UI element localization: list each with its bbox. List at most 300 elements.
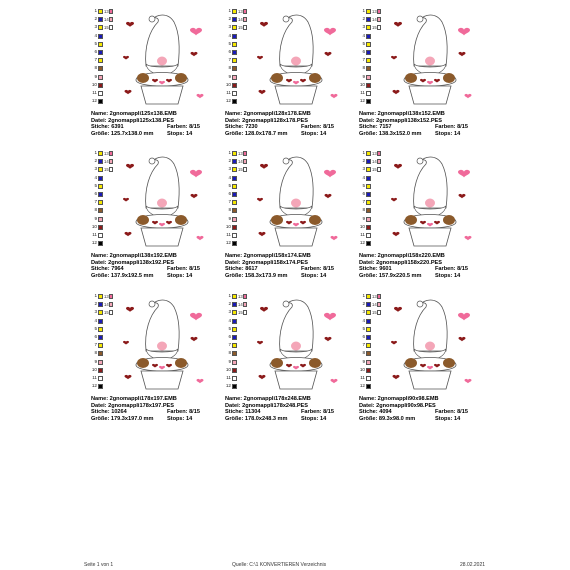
color-swatch-row (359, 375, 381, 382)
swatch-number: 5 (362, 325, 365, 331)
color-swatch-row (225, 16, 247, 23)
swatch-number: 3 (228, 24, 231, 30)
swatch-color-box (232, 294, 237, 299)
color-swatch-row (225, 191, 247, 198)
heart-icon (393, 232, 400, 236)
design-file: Datei: 2gnomappli178x197.PES (91, 402, 175, 409)
swatch-number: 13 (238, 294, 243, 299)
swatch-number: 12 (359, 240, 365, 246)
heart-icon (123, 198, 129, 202)
color-swatch-row (91, 350, 113, 357)
swatch-color-box (232, 159, 237, 164)
swatch-number: 4 (94, 317, 97, 323)
design-size: Größe: 157.9x220.5 mm (359, 272, 422, 279)
design-thumbnail (84, 8, 212, 108)
swatch-number: 7 (228, 57, 231, 63)
color-count: Farben: 8/15 (435, 409, 468, 416)
cupcake-wrapper (275, 371, 317, 389)
swatch-number: 15 (104, 310, 109, 316)
swatch-color-box (243, 151, 247, 156)
swatch-color-box (98, 58, 103, 63)
swatch-color-box (98, 376, 103, 381)
swatch-number: 6 (94, 191, 97, 196)
swatch-color-box (109, 17, 113, 22)
color-swatch-row (359, 224, 381, 231)
heart-icon (325, 337, 332, 341)
swatch-number: 4 (94, 174, 97, 180)
swatch-number: 12 (225, 240, 231, 246)
gnome-cupcake-illustration (248, 293, 346, 393)
swatch-number: 4 (228, 32, 231, 38)
color-swatch-row (91, 65, 113, 72)
swatch-number: 15 (104, 167, 109, 173)
swatch-color-box (232, 75, 237, 80)
swatch-number: 7 (228, 342, 231, 348)
cupcake-wrapper (275, 228, 317, 246)
color-swatch-row (359, 199, 381, 206)
swatch-color-box (98, 42, 103, 47)
swatch-color-box (366, 66, 371, 71)
hat-pom (149, 158, 155, 164)
color-swatch-row (225, 367, 247, 374)
hat-pom (417, 158, 423, 164)
heart-icon (459, 194, 466, 198)
design-name: Name: 2gnomappli178x248.EMB (225, 396, 311, 402)
swatch-color-box (243, 9, 247, 14)
swatch-number: 5 (228, 325, 231, 331)
gnome-hand (137, 215, 149, 225)
gnome-hand (405, 358, 417, 368)
swatch-color-box (98, 335, 103, 340)
swatch-number: 7 (362, 342, 365, 348)
color-swatch-row (225, 224, 247, 231)
gnome-nose (425, 57, 435, 66)
swatch-number: 8 (228, 207, 231, 213)
gnome-hand (443, 215, 455, 225)
color-swatch-row (91, 359, 113, 366)
heart-icon (325, 52, 332, 56)
swatch-color-box (98, 360, 103, 365)
heart-icon (190, 170, 202, 178)
design-thumbnail (84, 150, 212, 250)
color-swatch-row (225, 375, 247, 382)
swatch-color-box (232, 42, 237, 47)
swatch-number: 14 (238, 159, 243, 165)
gnome-cupcake-illustration (114, 8, 212, 108)
design-thumbnail (84, 293, 212, 393)
color-swatch-row (91, 199, 113, 206)
color-count: Farben: 8/15 (301, 124, 334, 131)
design-info (359, 396, 487, 422)
swatch-color-box (232, 225, 237, 230)
swatch-color-box (98, 351, 103, 356)
swatch-number: 2 (94, 301, 97, 307)
heart-icon (394, 164, 402, 169)
swatch-number: 13 (372, 9, 377, 14)
stitch-count: Stiche: 7964 (91, 266, 124, 273)
color-swatch-row (359, 24, 381, 31)
design-name: Name: 2gnomappli125x138.EMB (91, 111, 177, 117)
hat-pom (417, 16, 423, 22)
swatch-color-box (232, 167, 237, 172)
swatch-number: 9 (362, 73, 365, 79)
heart-icon (126, 22, 134, 27)
stitch-count: Stiche: 7230 (225, 124, 258, 131)
color-swatch-row (225, 183, 247, 190)
gnome-hand (271, 358, 283, 368)
swatch-color-box (366, 17, 371, 22)
swatch-color-box (98, 176, 103, 181)
design-thumbnail (218, 150, 346, 250)
color-swatch-row (91, 57, 113, 64)
color-swatch-list (91, 293, 113, 393)
hat-pom (283, 158, 289, 164)
design-file: Datei: 2gnomappli178x248.PES (225, 402, 309, 409)
swatch-color-box (98, 294, 103, 299)
color-swatch-row (91, 191, 113, 198)
stitch-count: Stiche: 7157 (359, 124, 392, 131)
design-size: Größe: 125.7x138.0 mm (91, 130, 154, 137)
swatch-color-box (232, 91, 237, 96)
swatch-color-box (98, 184, 103, 189)
swatch-color-box (232, 335, 237, 340)
heart-icon (324, 170, 336, 178)
swatch-number: 11 (92, 375, 97, 380)
swatch-number: 3 (94, 24, 97, 30)
swatch-number: 3 (362, 166, 365, 172)
gnome-hand (309, 215, 321, 225)
swatch-color-box (366, 42, 371, 47)
color-swatch-row (359, 318, 381, 325)
heart-icon (191, 337, 198, 341)
swatch-color-box (98, 159, 103, 164)
swatch-color-box (366, 225, 371, 230)
swatch-color-box (366, 34, 371, 39)
swatch-color-box (98, 83, 103, 88)
design-size: Größe: 179.3x197.0 mm (91, 415, 154, 422)
swatch-color-box (98, 91, 103, 96)
swatch-color-box (98, 208, 103, 213)
swatch-number: 13 (104, 151, 109, 156)
color-swatch-row (359, 49, 381, 56)
swatch-color-box (366, 176, 371, 181)
swatch-color-box (98, 151, 103, 156)
color-swatch-list (359, 8, 381, 108)
design-card (84, 8, 212, 137)
swatch-color-box (109, 151, 113, 156)
color-swatch-row (225, 175, 247, 182)
color-swatch-row (225, 57, 247, 64)
heart-icon (126, 164, 134, 169)
color-swatch-row (91, 82, 113, 89)
swatch-color-box (366, 360, 371, 365)
heart-icon (465, 236, 472, 240)
gnome-cupcake-illustration (248, 150, 346, 250)
swatch-color-box (243, 17, 247, 22)
color-swatch-row (225, 74, 247, 81)
swatch-color-box (232, 184, 237, 189)
color-swatch-row (225, 293, 247, 300)
swatch-color-box (366, 91, 371, 96)
color-swatch-row (91, 383, 113, 390)
color-swatch-row (359, 90, 381, 97)
heart-icon (125, 90, 132, 94)
stop-count: Stops: 14 (435, 272, 461, 279)
color-swatch-row (91, 150, 113, 157)
swatch-number: 3 (94, 166, 97, 172)
swatch-color-box (377, 310, 381, 315)
color-swatch-row (225, 49, 247, 56)
color-swatch-list (91, 150, 113, 250)
color-swatch-row (359, 166, 381, 173)
design-thumbnail (218, 293, 346, 393)
heart-icon (197, 94, 204, 98)
swatch-color-box (232, 343, 237, 348)
color-swatch-row (225, 158, 247, 165)
swatch-number: 15 (372, 310, 377, 316)
swatch-number: 7 (94, 57, 97, 63)
color-swatch-row (359, 183, 381, 190)
color-swatch-row (91, 24, 113, 31)
design-file: Datei: 2gnomappli128x178.PES (225, 117, 309, 124)
swatch-number: 6 (228, 49, 231, 54)
swatch-number: 14 (238, 302, 243, 308)
swatch-number: 10 (359, 223, 365, 229)
color-swatch-row (91, 98, 113, 105)
swatch-number: 10 (359, 81, 365, 87)
swatch-color-box (366, 294, 371, 299)
color-swatch-row (359, 216, 381, 223)
swatch-number: 13 (104, 9, 109, 14)
color-swatch-row (91, 8, 113, 15)
swatch-number: 9 (228, 215, 231, 221)
heart-icon (458, 313, 470, 321)
swatch-number: 13 (372, 294, 377, 299)
swatch-number: 11 (92, 232, 97, 237)
color-swatch-row (91, 216, 113, 223)
stitch-count: Stiche: 9601 (359, 266, 392, 273)
heart-icon (259, 232, 266, 236)
color-swatch-row (359, 8, 381, 15)
gnome-cupcake-illustration (114, 150, 212, 250)
swatch-color-box (366, 25, 371, 30)
heart-icon (393, 90, 400, 94)
swatch-color-box (377, 294, 381, 299)
color-swatch-row (91, 301, 113, 308)
color-swatch-row (359, 309, 381, 316)
gnome-hand (443, 358, 455, 368)
color-swatch-row (359, 158, 381, 165)
swatch-color-box (232, 34, 237, 39)
swatch-color-box (232, 99, 237, 104)
swatch-number: 9 (94, 358, 97, 364)
color-swatch-row (359, 33, 381, 40)
swatch-number: 10 (225, 366, 231, 372)
color-swatch-row (91, 334, 113, 341)
color-swatch-row (225, 166, 247, 173)
swatch-color-box (232, 66, 237, 71)
swatch-number: 2 (362, 301, 365, 307)
color-swatch-row (359, 342, 381, 349)
swatch-color-box (98, 225, 103, 230)
swatch-color-box (366, 83, 371, 88)
swatch-number: 1 (362, 8, 365, 13)
swatch-color-box (232, 302, 237, 307)
gnome-cupcake-illustration (382, 150, 480, 250)
swatch-number: 6 (362, 49, 365, 54)
swatch-number: 8 (94, 207, 97, 213)
swatch-color-box (366, 192, 371, 197)
color-swatch-row (225, 65, 247, 72)
swatch-number: 4 (228, 174, 231, 180)
hat-pom (283, 301, 289, 307)
hat-pom (283, 16, 289, 22)
design-size: Größe: 89.3x98.0 mm (359, 415, 416, 422)
design-card (352, 8, 480, 137)
color-swatch-row (91, 49, 113, 56)
design-info (91, 111, 219, 137)
color-swatch-row (91, 318, 113, 325)
heart-icon (197, 379, 204, 383)
color-swatch-row (91, 342, 113, 349)
heart-icon (331, 379, 338, 383)
swatch-number: 15 (238, 25, 243, 31)
design-info (225, 111, 353, 137)
cupcake-wrapper (141, 86, 183, 104)
swatch-color-box (243, 294, 247, 299)
swatch-color-box (366, 343, 371, 348)
swatch-number: 5 (228, 40, 231, 46)
gnome-nose (291, 57, 301, 66)
swatch-number: 11 (360, 232, 365, 237)
color-swatch-row (359, 367, 381, 374)
color-swatch-row (359, 82, 381, 89)
swatch-number: 15 (372, 25, 377, 31)
color-swatch-row (359, 98, 381, 105)
color-swatch-row (359, 350, 381, 357)
swatch-number: 5 (228, 182, 231, 188)
color-swatch-row (91, 16, 113, 23)
color-swatch-row (91, 293, 113, 300)
swatch-color-box (366, 9, 371, 14)
swatch-number: 3 (228, 309, 231, 315)
swatch-number: 9 (362, 215, 365, 221)
swatch-number: 14 (104, 302, 109, 308)
color-count: Farben: 8/15 (435, 266, 468, 273)
swatch-color-box (232, 200, 237, 205)
swatch-number: 12 (91, 240, 97, 246)
swatch-color-box (232, 50, 237, 55)
design-file: Datei: 2gnomappli90x98.PES (359, 402, 436, 409)
heart-icon (197, 236, 204, 240)
design-name: Name: 2gnomappli158x174.EMB (225, 253, 311, 259)
swatch-color-box (366, 58, 371, 63)
gnome-hand (137, 73, 149, 83)
design-size: Größe: 137.9x192.5 mm (91, 272, 154, 279)
color-swatch-row (225, 359, 247, 366)
swatch-color-box (232, 192, 237, 197)
swatch-color-box (232, 17, 237, 22)
heart-icon (459, 52, 466, 56)
swatch-number: 2 (362, 158, 365, 164)
swatch-number: 12 (91, 383, 97, 389)
swatch-number: 7 (362, 199, 365, 205)
color-swatch-row (91, 326, 113, 333)
swatch-color-box (232, 384, 237, 389)
color-swatch-row (91, 158, 113, 165)
swatch-number: 1 (94, 150, 97, 155)
color-swatch-row (359, 240, 381, 247)
swatch-number: 15 (238, 167, 243, 173)
color-swatch-row (359, 65, 381, 72)
swatch-color-box (109, 167, 113, 172)
swatch-number: 8 (228, 65, 231, 71)
design-name: Name: 2gnomappli128x178.EMB (225, 111, 311, 117)
swatch-number: 5 (362, 40, 365, 46)
swatch-number: 14 (104, 159, 109, 165)
hat-pom (149, 301, 155, 307)
heart-icon (190, 313, 202, 321)
cupcake-wrapper (141, 371, 183, 389)
color-swatch-row (359, 383, 381, 390)
design-card (218, 293, 346, 422)
heart-icon (465, 94, 472, 98)
color-swatch-row (359, 326, 381, 333)
cupcake-wrapper (409, 86, 451, 104)
swatch-color-box (98, 50, 103, 55)
swatch-color-box (98, 310, 103, 315)
heart-icon (257, 198, 263, 202)
swatch-number: 1 (228, 293, 231, 298)
swatch-number: 8 (362, 65, 365, 71)
swatch-number: 6 (362, 334, 365, 339)
swatch-number: 6 (228, 191, 231, 196)
color-swatch-row (91, 41, 113, 48)
color-swatch-row (359, 175, 381, 182)
swatch-color-box (232, 83, 237, 88)
swatch-number: 13 (238, 151, 243, 156)
swatch-number: 9 (94, 215, 97, 221)
gnome-nose (425, 199, 435, 208)
heart-icon (391, 198, 397, 202)
swatch-color-box (232, 351, 237, 356)
stitch-count: Stiche: 8617 (225, 266, 258, 273)
heart-icon (260, 307, 268, 312)
gnome-hand (271, 215, 283, 225)
source-path: Quelle: C:\1 KONVERTIEREN Verzeichnis (232, 562, 327, 568)
swatch-number: 8 (94, 65, 97, 71)
swatch-number: 11 (226, 90, 231, 95)
gnome-nose (157, 342, 167, 351)
hat-pom (149, 16, 155, 22)
swatch-color-box (232, 310, 237, 315)
swatch-number: 9 (228, 73, 231, 79)
swatch-color-box (366, 327, 371, 332)
swatch-number: 3 (94, 309, 97, 315)
swatch-color-box (109, 9, 113, 14)
design-file: Datei: 2gnomappli158x220.PES (359, 259, 443, 266)
swatch-color-box (98, 302, 103, 307)
heart-icon (123, 56, 129, 60)
heart-icon (125, 375, 132, 379)
color-swatch-row (359, 359, 381, 366)
swatch-color-box (98, 192, 103, 197)
swatch-color-box (98, 343, 103, 348)
design-file: Datei: 2gnomappli138x192.PES (91, 259, 175, 266)
gnome-hand (137, 358, 149, 368)
swatch-number: 8 (362, 207, 365, 213)
swatch-number: 14 (104, 17, 109, 23)
